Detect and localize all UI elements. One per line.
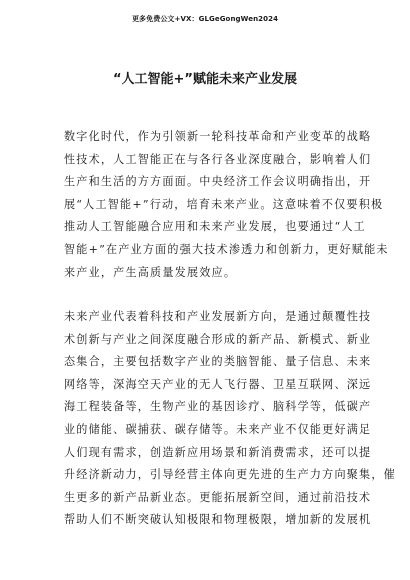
paragraph-line: 帮助人们不断突破认知极限和物理极限，增加新的发展机 bbox=[64, 513, 372, 527]
paragraph-line: 生更多的新产品新业态。更能拓展新空间，通过前沿技术 bbox=[64, 490, 372, 504]
paragraph-line: 展“人工智能+”行动，培育未来产业。这意味着不仅要积极 bbox=[64, 197, 384, 211]
document-title: “人工智能+”赋能未来产业发展 bbox=[113, 72, 297, 87]
paragraph-line: 升经济新动力，引导经营主体向更先进的生产力方向聚集，催 bbox=[64, 468, 396, 482]
paragraph-line: 性技术，人工智能正在与各行各业深度融合，影响着人们 bbox=[64, 152, 372, 166]
watermark-header: 更多免费公文+VX：GLGeGongWen2024 bbox=[131, 15, 279, 23]
paragraph-line: 海工程装备等，生物产业的基因诊疗、脑科学等，低碳产 bbox=[64, 400, 372, 414]
paragraph-1 bbox=[64, 126, 389, 284]
paragraph-line: 来产业，产生高质量发展效应。 bbox=[64, 265, 237, 279]
paragraph-2 bbox=[64, 306, 396, 532]
paragraph-line: 态集合，主要包括数字产业的类脑智能、量子信息、未来 bbox=[64, 355, 372, 369]
paragraph-line: 未来产业代表着科技和产业发展新方向，是通过颠覆性技 bbox=[64, 310, 372, 323]
paragraph-line: 术创新与产业之间深度融合形成的新产品、新模式、新业 bbox=[64, 332, 372, 346]
paragraph-line: 推动人工智能融合应用和未来产业发展，也要通过“人工 bbox=[64, 220, 366, 234]
paragraph-line: 生产和生活的方方面面。中央经济工作会议明确指出，开 bbox=[64, 175, 372, 189]
paragraph-line: 智能+”在产业方面的强大技术渗透力和创新力，更好赋能未 bbox=[64, 242, 389, 256]
paragraph-line: 业的储能、碳捕获、碳存储等。未来产业不仅能更好满足 bbox=[64, 422, 372, 436]
paragraph-line: 网络等，深海空天产业的无人飞行器、卫星互联网、深远 bbox=[64, 377, 372, 391]
paragraph-line: 人们现有需求，创造新应用场景和新消费需求，还可以提 bbox=[64, 445, 372, 459]
paragraph-line: 数字化时代，作为引领新一轮科技革命和产业变革的战略 bbox=[64, 130, 372, 143]
